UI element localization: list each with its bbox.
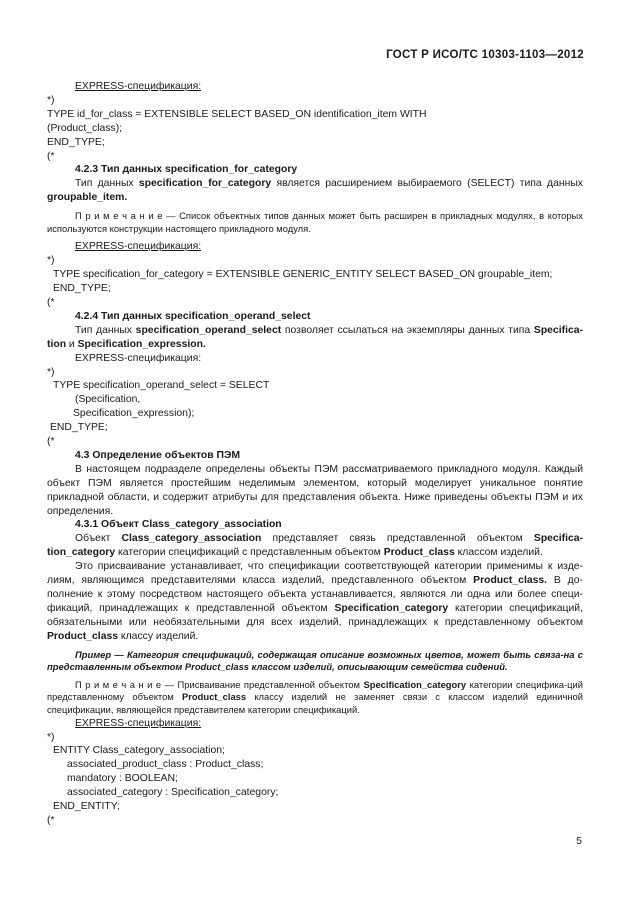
code-line: TYPE specification_for_category = EXTENSIBLE GENERIC_ENTITY SELECT BASED_ON groupable_item; bbox=[53, 269, 553, 281]
code-line: mandatory : BOOLEAN; bbox=[67, 773, 178, 785]
code-line: (* bbox=[47, 436, 55, 448]
code-line: *) bbox=[47, 366, 55, 378]
note: П р и м е ч а н и е — Присваивание представленной объектом Specification_category категории специфика-ций представленному объектом Product_class классу изделий не заменяет связи с классом изделий единичной спецификации, являющейся представителем категории спецификаций. bbox=[47, 678, 584, 715]
code-line: END_TYPE; bbox=[53, 283, 111, 295]
express-spec-label: EXPRESS-спецификация: bbox=[75, 352, 202, 364]
code-line: Specification_expression); bbox=[73, 408, 195, 420]
code-line: (Product_class); bbox=[47, 122, 123, 134]
section-heading: 4.2.4 Тип данных specification_operand_select bbox=[75, 310, 311, 322]
paragraph: Тип данных specification_operand_select позволяет ссылаться на экземпляры данных типа Specifica-tion и Specification_expression. bbox=[47, 324, 583, 350]
standard-header: ГОСТ Р ИСО/ТС 10303-1103—2012 bbox=[386, 49, 584, 61]
code-line: ENTITY Class_category_association; bbox=[53, 745, 225, 757]
paragraph: Тип данных specification_for_category является расширением выбираемого (SELECT) типа данных groupable_item. bbox=[47, 178, 583, 204]
page-content bbox=[47, 80, 583, 828]
code-line: TYPE id_for_class = EXTENSIBLE SELECT BASED_ON identification_item WITH bbox=[47, 108, 427, 120]
code-line: END_ENTITY; bbox=[53, 801, 120, 813]
section-heading: 4.3.1 Объект Class_category_association bbox=[75, 519, 282, 531]
paragraph: Это присваивание устанавливает, что спецификации соответствующей категории применимы к изде-лиям, являющимся представителями класса изделий, представленного объектом Product_class. В до-полнение к этому посредством настоящего объекта устанавливается, являются ли одна или более специ-фикаций, принадлежащих к представленной объектом Specification_category категории спецификаций, обязательными или необязательными для всех изделий, принадлежащих к представленному объектом Product_class классу изделий. bbox=[47, 561, 583, 642]
code-line: (Specification, bbox=[75, 394, 141, 406]
page-number: 5 bbox=[576, 835, 582, 847]
code-line: END_TYPE; bbox=[47, 136, 105, 148]
note: П р и м е ч а н и е — Список объектных типов данных может быть расширен в прикладных модулях, в которых используются конструкции настоящего прикладного модуля. bbox=[47, 210, 583, 234]
code-line: *) bbox=[47, 94, 55, 106]
code-line: TYPE specification_operand_select = SELECT bbox=[53, 380, 270, 392]
code-line: *) bbox=[47, 255, 55, 267]
express-spec-label: EXPRESS-спецификация: bbox=[75, 241, 202, 253]
code-line: END_TYPE; bbox=[50, 422, 108, 434]
section-heading: 4.3 Определение объектов ПЭМ bbox=[75, 449, 241, 461]
express-spec-label: EXPRESS-спецификация: bbox=[75, 81, 202, 92]
paragraph: В настоящем подразделе определены объекты ПЭМ рассматриваемого прикладного модуля. Каждый объект ПЭМ является простейшим неделимым элементом, который моделирует уникальное понятие прикладной области, и содержит атрибуты для представления объекта. Ниже приведены объекты ПЭМ и их определения. bbox=[47, 463, 583, 517]
code-line: (* bbox=[47, 150, 55, 162]
example: Пример — Категория спецификаций, содержащая описание возможных цветов, может быть связа-на с представленным объектом Product_class классом изделий, описывающим семейства сидений. bbox=[47, 648, 583, 673]
section-heading: 4.2.3 Тип данных specification_for_category bbox=[75, 164, 298, 176]
paragraph: Объект Class_category_association представляет связь представленной объектом Specifica-tion_category категории спецификаций с представленным объектом Product_class классом изделий. bbox=[47, 533, 583, 559]
code-line: associated_category : Specification_category; bbox=[67, 787, 279, 799]
express-spec-label: EXPRESS-спецификация: bbox=[75, 717, 202, 729]
code-line: (* bbox=[47, 814, 55, 826]
code-line: *) bbox=[47, 731, 55, 743]
code-line: (* bbox=[47, 296, 55, 308]
code-line: associated_product_class : Product_class; bbox=[67, 759, 264, 771]
